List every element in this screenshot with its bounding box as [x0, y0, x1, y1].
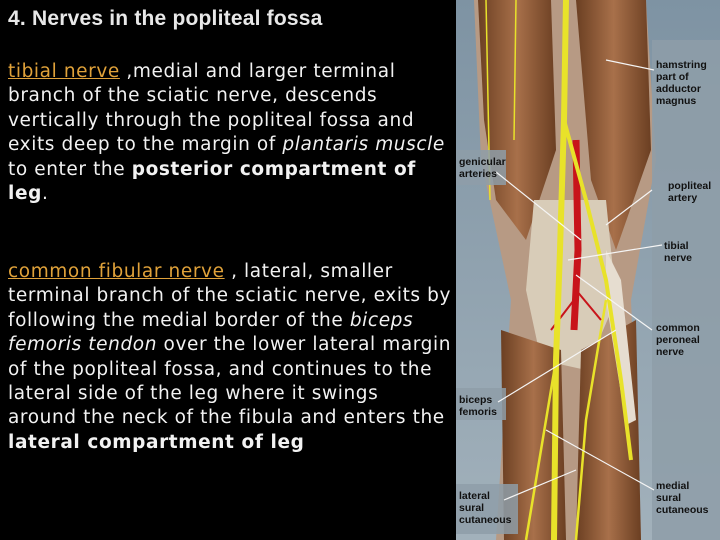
label-hamstring: hamstring part of adductor magnus [656, 59, 707, 107]
tibial-nerve-link[interactable]: tibial nerve [8, 61, 120, 82]
popliteal-fossa-illustration [456, 0, 720, 540]
p1-end: . [41, 183, 49, 205]
p1-italic: plantaris muscle [282, 134, 445, 156]
label-panel-right [652, 40, 720, 540]
label-biceps-femoris: biceps femoris [459, 394, 497, 418]
tibial-nerve-paragraph [8, 60, 453, 206]
p1-text-a: ,medial and larger terminal branch of the sciatic nerve, descends vertically through the popliteal fossa and exits deep to the margin of [8, 61, 415, 156]
p2-text-a: , lateral, smaller terminal branch of the sciatic nerve, exits by following the medial border of the [8, 261, 452, 331]
label-popliteal-artery: popliteal artery [668, 180, 712, 204]
label-tibial-nerve: tibial nerve [664, 240, 693, 264]
p2-bold: lateral compartment of leg [8, 431, 305, 453]
p1-text-b: to enter the [8, 158, 132, 180]
p2-text-b: over the lower lateral margin of the popliteal fossa, and continues to the lateral side of the leg where it swings around the neck of the fibula and enters the [8, 334, 452, 429]
label-lateral-sural-cutaneous: lateral sural cutaneous [459, 490, 512, 526]
p1-bold: posterior compartment of leg [8, 158, 416, 205]
label-common-peroneal-nerve: common peroneal nerve [656, 322, 700, 358]
slide-title: 4. Nerves in the popliteal fossa [8, 7, 323, 30]
p2-italic: biceps femoris tendon [8, 309, 414, 356]
common-fibular-nerve-link[interactable]: common fibular nerve [8, 261, 225, 282]
anatomy-svg [456, 0, 720, 540]
label-genicular-arteries: genicular arteries [459, 156, 506, 180]
common-fibular-paragraph [8, 260, 453, 455]
label-medial-sural-cutaneous: medial sural cutaneous [656, 480, 709, 516]
